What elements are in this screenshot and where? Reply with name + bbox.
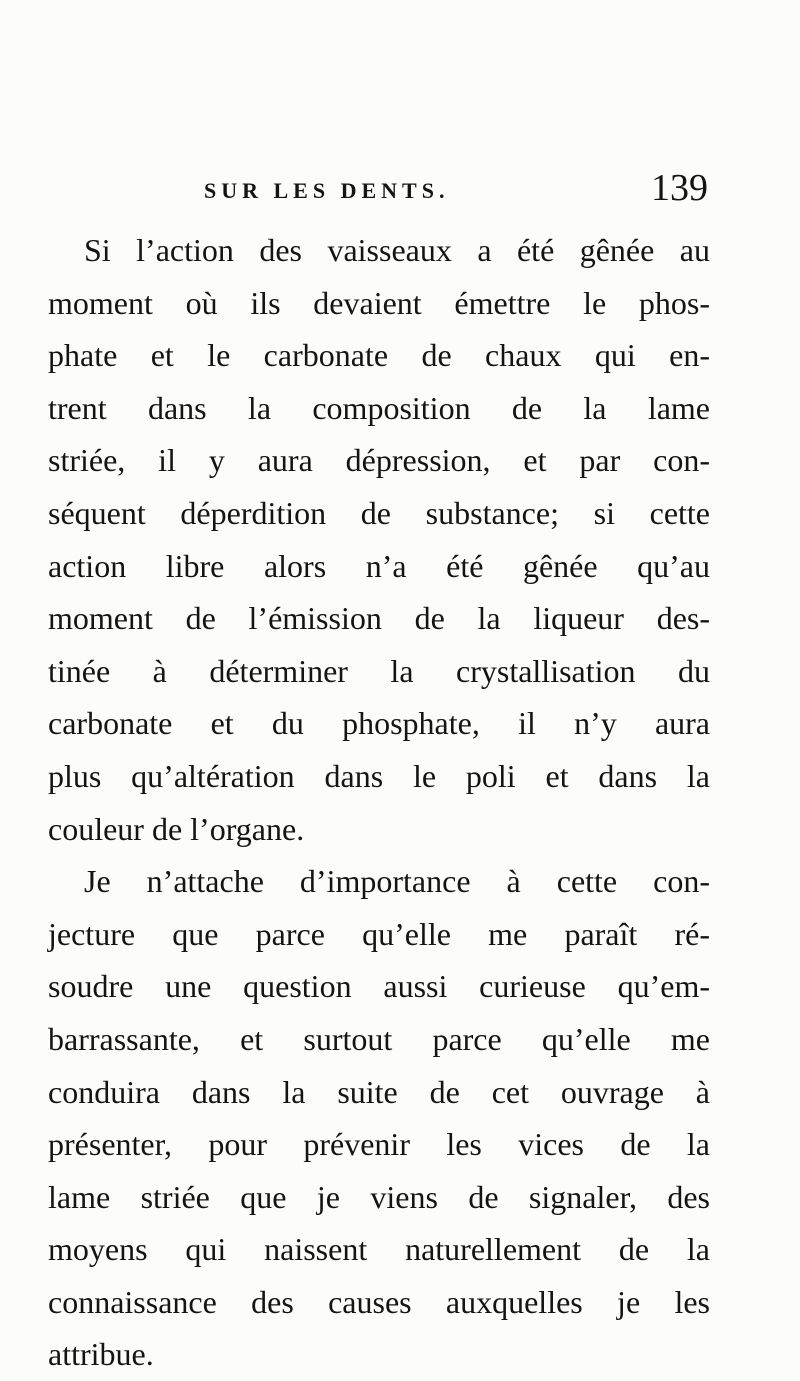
text-line: Je n’attache d’importance à cette con-: [84, 863, 710, 900]
text-line: couleur de l’organe.: [48, 810, 305, 847]
text-line: séquent déperdition de substance; si cette: [48, 494, 710, 531]
text-line: moment de l’émission de la liqueur des-: [48, 600, 710, 637]
text-line: phate et le carbonate de chaux qui en-: [48, 337, 710, 374]
text-line: moment où ils devaient émettre le phos-: [48, 284, 710, 321]
text-line: barrassante, et surtout parce qu’elle me: [48, 1020, 710, 1057]
text-line: conduira dans la suite de cet ouvrage à: [48, 1073, 710, 1110]
text-line: moyens qui naissent naturellement de la: [48, 1231, 710, 1268]
text-line: attribue.: [48, 1336, 154, 1373]
paragraph-1: [48, 224, 710, 855]
text-line: action libre alors n’a été gênée qu’au: [48, 547, 710, 584]
text-line: trent dans la composition de la lame: [48, 389, 710, 426]
page-number: 139: [651, 167, 708, 209]
text-line: tinée à déterminer la crystallisation du: [48, 652, 710, 689]
text-line: jecture que parce qu’elle me paraît ré-: [48, 915, 710, 952]
text-line: soudre une question aussi curieuse qu’em-: [48, 968, 710, 1005]
running-title: SUR LES DENTS.: [204, 178, 450, 203]
paragraph-2: [48, 855, 710, 1381]
text-line: lame striée que je viens de signaler, des: [48, 1178, 710, 1215]
text-line: striée, il y aura dépression, et par con-: [48, 442, 710, 479]
running-head: [48, 168, 708, 212]
body-text: [48, 224, 710, 1381]
text-line: Si l’action des vaisseaux a été gênée au: [84, 232, 710, 268]
text-line: plus qu’altération dans le poli et dans la: [48, 757, 710, 794]
text-line: carbonate et du phosphate, il n’y aura: [48, 705, 710, 742]
text-line: présenter, pour prévenir les vices de la: [48, 1126, 710, 1163]
text-line: connaissance des causes auxquelles je les: [48, 1283, 710, 1320]
